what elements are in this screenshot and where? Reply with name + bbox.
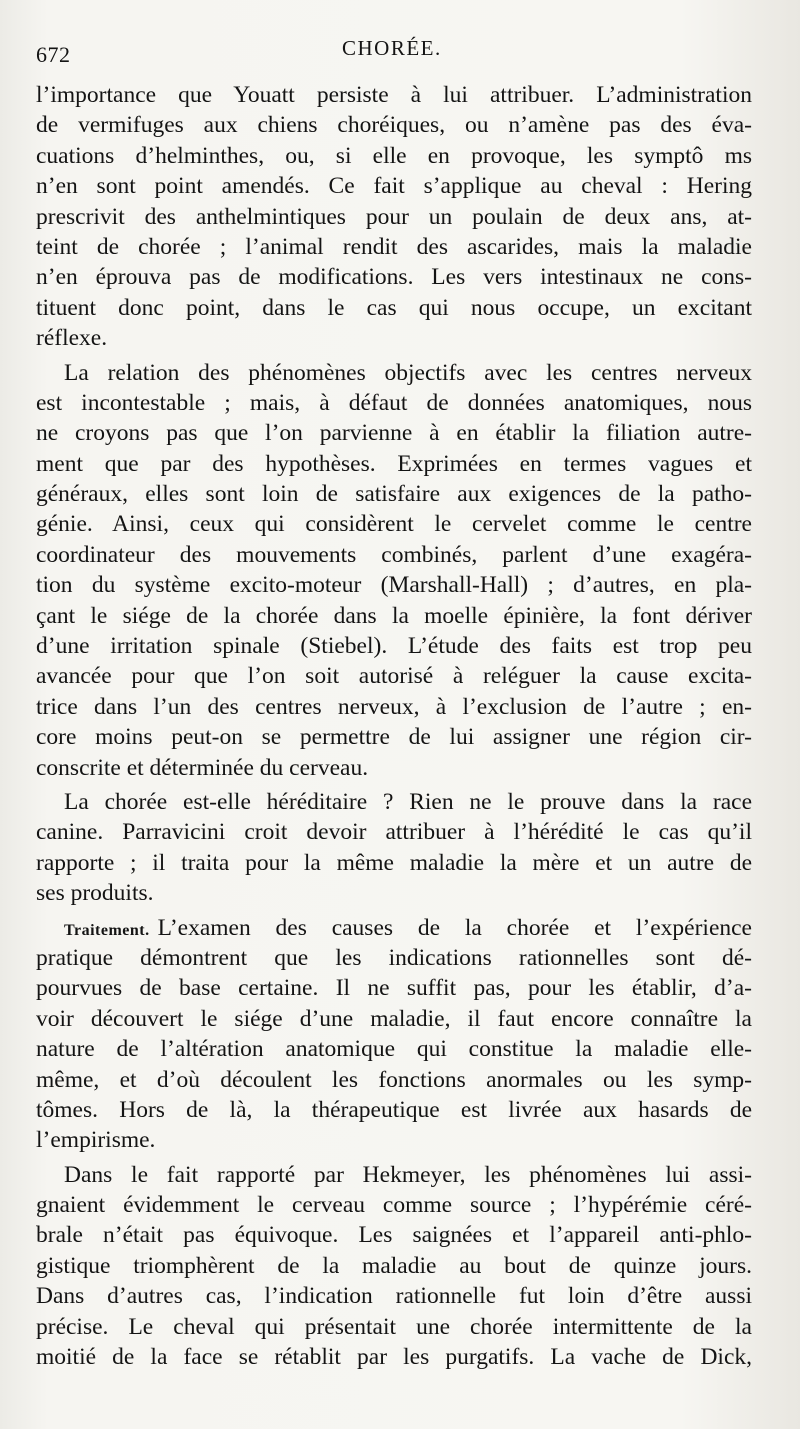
text-line: n’en éprouva pas de modifications. Les vers intestinaux ne cons- [36,264,752,291]
text-line: ment que par des hypothèses. Exprimées en termes vagues et [36,450,752,477]
page-number: 672 [36,42,71,67]
text-line: tion du système excito-moteur (Marshall-Hall) ; d’autres, en pla- [36,572,752,599]
paragraph [36,80,752,354]
text-line: rapporte ; il traita pour la même maladie la mère et un autre de [36,849,752,876]
text-line: canine. Parravicini croit devoir attribuer à l’hérédité le cas qu’il [36,819,752,846]
text-line: La relation des phénomènes objectifs avec les centres nerveux [64,359,752,386]
text-line: La chorée est-elle héréditaire ? Rien ne le prouve dans la race [64,788,752,815]
paragraph [36,1160,752,1373]
page-header [36,30,766,66]
text-line: trice dans l’un des centres nerveux, à l’exclusion de l’autre ; en- [36,693,752,720]
text-line: généraux, elles sont loin de satisfaire aux exigences de la patho- [36,481,752,508]
text-line: réflexe. [36,325,108,352]
text-line: pourvues de base certaine. Il ne suffit pas, pour les établir, d’a- [36,975,752,1002]
section-label: Traitement. [64,921,150,939]
text-line: l’empirisme. [36,1127,156,1154]
text-line: coordinateur des mouvements combinés, parlent d’une exagéra- [36,541,752,568]
text-line: nature de l’altération anatomique qui constitue la maladie elle- [36,1036,752,1063]
text-line-content: L’examen des causes de la chorée et l’expérience [157,914,752,941]
paragraph [36,358,752,783]
text-line: tômes. Hors de là, la thérapeutique est livrée aux hasards de [36,1096,752,1123]
text-line: teint de chorée ; l’animal rendit des ascarides, mais la maladie [36,233,752,260]
text-line: voir découvert le siége d’une maladie, il faut encore connaître la [36,1005,752,1032]
text-line: ne croyons pas que l’on parvienne à en établir la filiation autre- [36,420,752,447]
text-line: même, et d’où découlent les fonctions anormales ou les symp- [36,1066,752,1093]
text-line: pratique démontrent que les indications rationnelles sont dé- [36,944,752,971]
text-line: cuations d’helminthes, ou, si elle en provoque, les symptô ms [36,142,752,169]
running-title: CHORÉE. [342,36,442,60]
text-line: Dans d’autres cas, l’indication rationnelle fut loin d’être aussi [36,1283,752,1310]
body-text [36,80,752,1372]
text-line: core moins peut-on se permettre de lui assigner une région cir- [36,724,752,751]
text-line: prescrivit des anthelmintiques pour un poulain de deux ans, at- [36,203,752,230]
text-line: l’importance que Youatt persiste à lui attribuer. L’administration [36,82,752,108]
text-line: brale n’était pas équivoque. Les saignées et l’appareil anti-phlo- [36,1222,752,1249]
text-line: Dans le fait rapporté par Hekmeyer, les phénomènes lui assi- [64,1161,752,1188]
text-line: gnaient évidemment le cerveau comme source ; l’hypérémie céré- [36,1192,752,1219]
text-line: génie. Ainsi, ceux qui considèrent le cervelet comme le centre [36,511,752,538]
text-line: d’une irritation spinale (Stiebel). L’étude des faits est trop peu [36,633,752,660]
text-line: ses produits. [36,880,154,907]
paragraph [36,787,752,909]
text-line: n’en sont point amendés. Ce fait s’applique au cheval : Hering [36,173,752,200]
text-line: moitié de la face se rétablit par les purgatifs. La vache de Dick, [36,1344,752,1371]
text-line: çant le siége de la chorée dans la moelle épinière, la font dériver [36,602,752,629]
text-line: avancée pour que l’on soit autorisé à reléguer la cause excita- [36,663,752,690]
text-line: de vermifuges aux chiens choréiques, ou n’amène pas des éva- [36,112,752,139]
text-line: gistique triomphèrent de la maladie au bout de quinze jours. [36,1252,752,1279]
paragraph-traitement [36,913,752,1156]
text-line: conscrite et déterminée du cerveau. [36,754,369,781]
text-line: est incontestable ; mais, à défaut de données anatomiques, nous [36,389,752,416]
text-line: tituent donc point, dans le cas qui nous occupe, un excitant [36,294,752,321]
text-line [36,913,752,943]
text-line: précise. Le cheval qui présentait une chorée intermittente de la [36,1313,752,1340]
